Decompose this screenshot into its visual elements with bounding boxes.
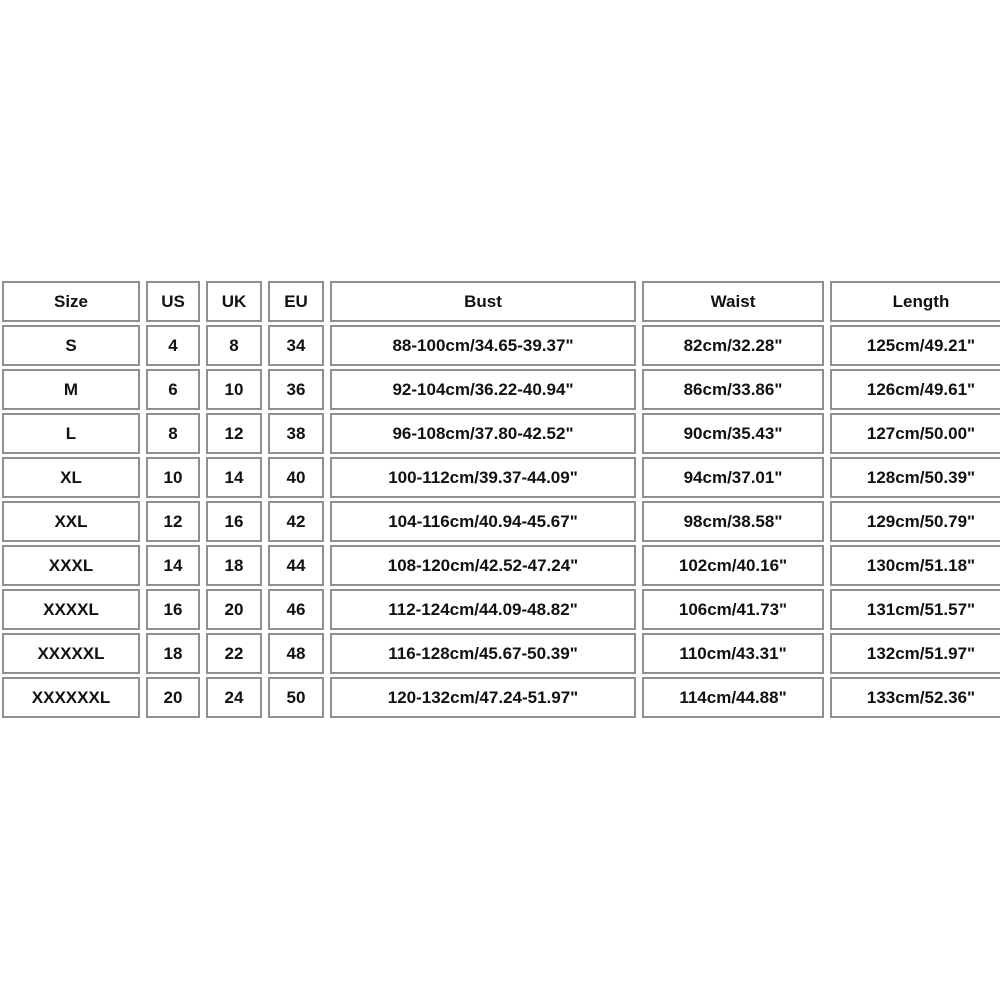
cell-size: XXL (2, 501, 140, 542)
header-eu: EU (268, 281, 324, 322)
cell-waist: 110cm/43.31" (642, 633, 824, 674)
cell-length: 125cm/49.21" (830, 325, 1000, 366)
cell-eu: 50 (268, 677, 324, 718)
cell-size: L (2, 413, 140, 454)
cell-uk: 10 (206, 369, 262, 410)
cell-bust: 112-124cm/44.09-48.82" (330, 589, 636, 630)
cell-uk: 22 (206, 633, 262, 674)
header-bust: Bust (330, 281, 636, 322)
cell-us: 10 (146, 457, 200, 498)
cell-length: 132cm/51.97" (830, 633, 1000, 674)
cell-uk: 14 (206, 457, 262, 498)
cell-eu: 44 (268, 545, 324, 586)
cell-us: 6 (146, 369, 200, 410)
cell-waist: 102cm/40.16" (642, 545, 824, 586)
cell-length: 127cm/50.00" (830, 413, 1000, 454)
cell-us: 20 (146, 677, 200, 718)
cell-us: 4 (146, 325, 200, 366)
cell-length: 129cm/50.79" (830, 501, 1000, 542)
cell-bust: 104-116cm/40.94-45.67" (330, 501, 636, 542)
cell-size: XL (2, 457, 140, 498)
cell-uk: 20 (206, 589, 262, 630)
header-us: US (146, 281, 200, 322)
cell-bust: 116-128cm/45.67-50.39" (330, 633, 636, 674)
cell-eu: 36 (268, 369, 324, 410)
cell-uk: 16 (206, 501, 262, 542)
cell-bust: 96-108cm/37.80-42.52" (330, 413, 636, 454)
cell-size: S (2, 325, 140, 366)
cell-waist: 86cm/33.86" (642, 369, 824, 410)
cell-bust: 100-112cm/39.37-44.09" (330, 457, 636, 498)
cell-bust: 88-100cm/34.65-39.37" (330, 325, 636, 366)
cell-length: 133cm/52.36" (830, 677, 1000, 718)
cell-uk: 18 (206, 545, 262, 586)
cell-eu: 40 (268, 457, 324, 498)
cell-us: 18 (146, 633, 200, 674)
cell-waist: 98cm/38.58" (642, 501, 824, 542)
header-uk: UK (206, 281, 262, 322)
cell-eu: 34 (268, 325, 324, 366)
cell-bust: 108-120cm/42.52-47.24" (330, 545, 636, 586)
cell-waist: 114cm/44.88" (642, 677, 824, 718)
cell-us: 8 (146, 413, 200, 454)
cell-eu: 46 (268, 589, 324, 630)
cell-eu: 38 (268, 413, 324, 454)
cell-size: XXXXXL (2, 633, 140, 674)
cell-bust: 92-104cm/36.22-40.94" (330, 369, 636, 410)
cell-us: 12 (146, 501, 200, 542)
size-chart-table (2, 280, 1000, 718)
cell-waist: 90cm/35.43" (642, 413, 824, 454)
cell-length: 131cm/51.57" (830, 589, 1000, 630)
cell-size: XXXXXXL (2, 677, 140, 718)
cell-uk: 8 (206, 325, 262, 366)
cell-eu: 48 (268, 633, 324, 674)
cell-us: 16 (146, 589, 200, 630)
cell-length: 126cm/49.61" (830, 369, 1000, 410)
cell-bust: 120-132cm/47.24-51.97" (330, 677, 636, 718)
header-length: Length (830, 281, 1000, 322)
cell-waist: 94cm/37.01" (642, 457, 824, 498)
cell-uk: 24 (206, 677, 262, 718)
cell-size: M (2, 369, 140, 410)
cell-waist: 106cm/41.73" (642, 589, 824, 630)
cell-uk: 12 (206, 413, 262, 454)
cell-length: 130cm/51.18" (830, 545, 1000, 586)
header-waist: Waist (642, 281, 824, 322)
cell-us: 14 (146, 545, 200, 586)
cell-waist: 82cm/32.28" (642, 325, 824, 366)
cell-eu: 42 (268, 501, 324, 542)
cell-size: XXXL (2, 545, 140, 586)
cell-size: XXXXL (2, 589, 140, 630)
header-size: Size (2, 281, 140, 322)
cell-length: 128cm/50.39" (830, 457, 1000, 498)
